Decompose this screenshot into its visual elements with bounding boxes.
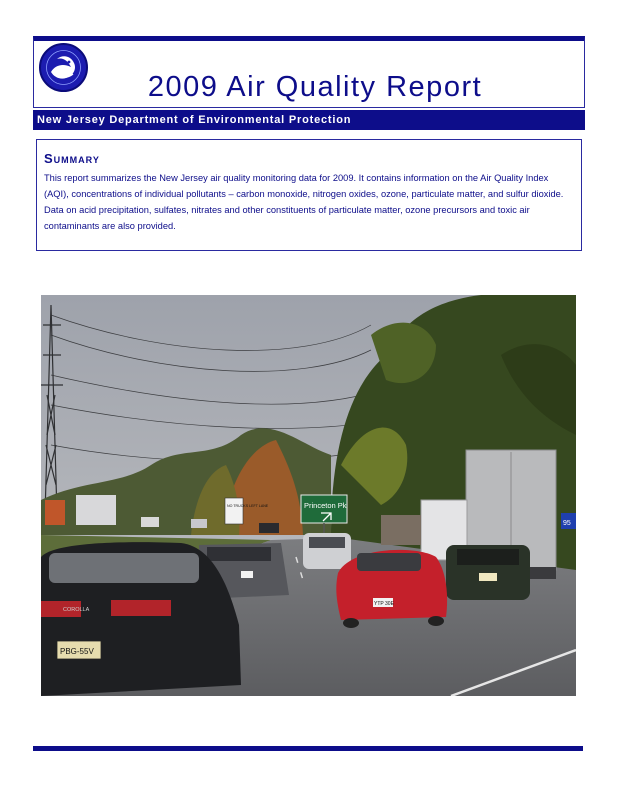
- page-title: 2009 Air Quality Report: [147, 71, 483, 103]
- interstate-shield-number: 95: [563, 520, 571, 527]
- no-trucks-sign-text: NO TRUCKS LEFT LANE: [227, 504, 269, 508]
- summary-box: [36, 139, 582, 251]
- agency-banner: [33, 110, 585, 130]
- summary-text: This report summarizes the New Jersey air quality monitoring data for 2009. It contains information on the Air Quality Index (AQI), concentrations of individual pollutants – carbon monoxide, nitrogen oxides, ozone, particulate matter, and sulfur dioxide. Data on acid precipitation, sulfates, nitrates and other constituents of particulate matter, ozone precursors and toxic air contaminants are also provided.: [44, 173, 564, 231]
- summary-heading: Summary: [44, 151, 100, 166]
- car-badge-text: COROLLA: [63, 607, 90, 613]
- agency-name: New Jersey Department of Environmental Protection: [37, 114, 352, 126]
- plate-center-text: YTP 30E: [374, 601, 394, 607]
- plate-left-text: PBG-55V: [60, 647, 94, 656]
- highway-sign-text: Princeton Pk: [304, 501, 347, 510]
- footer-rule: [33, 746, 583, 751]
- highway-traffic-photo: [41, 295, 576, 696]
